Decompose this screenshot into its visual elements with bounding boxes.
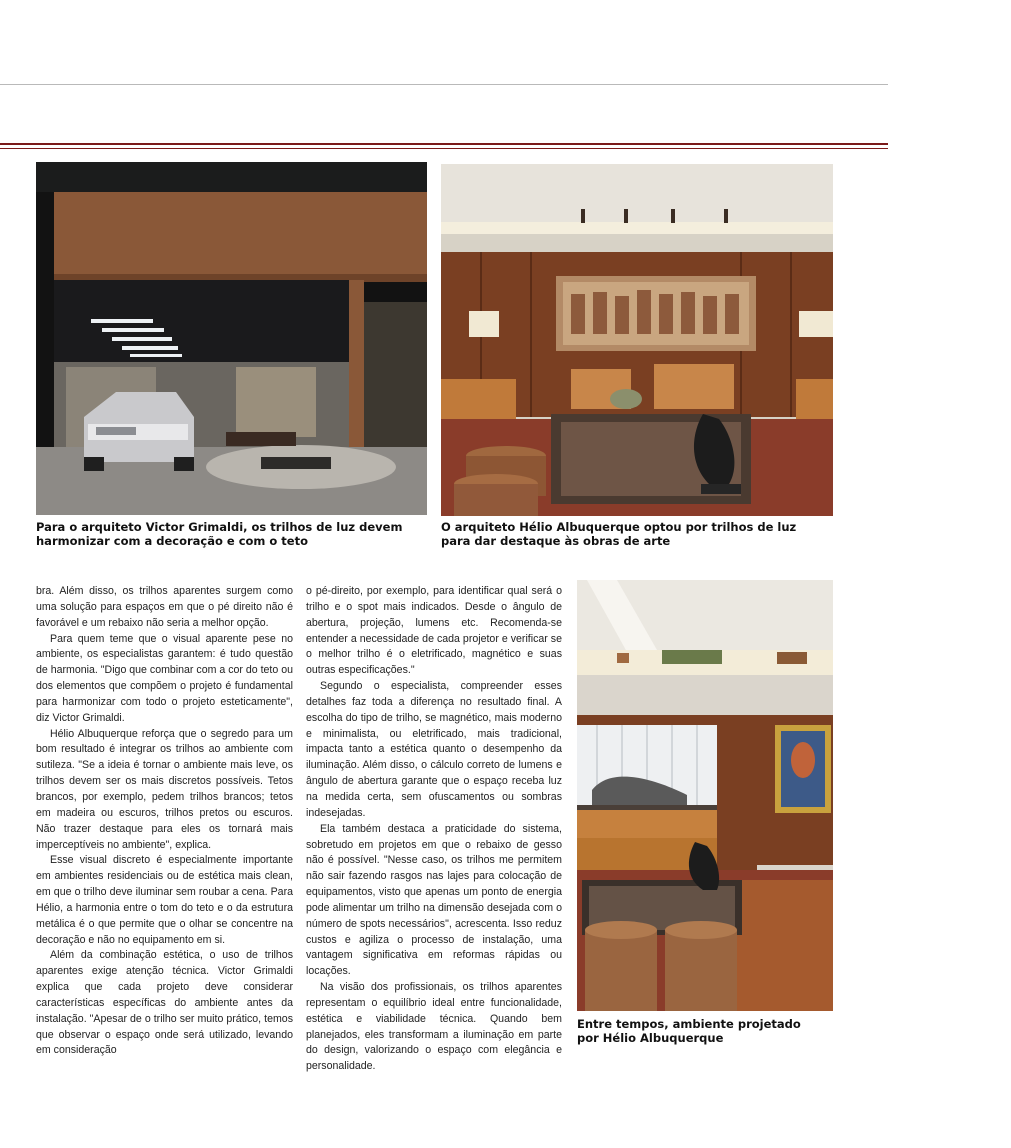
paragraph: Além da combinação estética, o uso de trilhos aparentes exige atenção técnica. Victor Grimaldi explica que cada projeto deve considerar características específicas do ambiente antes da instalação. "Apesar de o trilho ser muito prático, temos que observar o espaço onde será utilizado, levando em consideração — [36, 949, 293, 1057]
paragraph: Para quem teme que o visual aparente pese no ambiente, os especialistas garantem: é tudo questão de harmonia. "Digo que combinar com a cor do teto ou dos elementos que compõem o projeto é fundamental para harmonizar com todo o projeto esteticamente", diz Victor Grimaldi. — [36, 632, 293, 724]
article-column-1 — [36, 584, 293, 1059]
paragraph: Ela também destaca a praticidade do sistema, sobretudo em projetos em que o rebaixo de gesso não é possível. "Nesse caso, os trilhos me permitem não sair fazendo rasgos nas lajes para colocação de equipamentos, visto que apenas um ponto de energia pode alimentar um trilho na dimensão desejada com o número de spots necessários", acrescenta. Isso reduz custos e agiliza o processo de instalação, uma vantagem significativa em reformas rápidas ou locações. — [306, 822, 562, 978]
caption-photo-garage — [36, 520, 402, 548]
header-red-rule — [0, 143, 888, 145]
caption-line: harmonizar com a decoração e com o teto — [36, 534, 308, 548]
paragraph: bra. Além disso, os trilhos aparentes surgem como uma solução para espaços em que o pé direito não é favorável e um rebaixo não seria a melhor opção. — [36, 585, 293, 629]
photo-room-sofa — [577, 580, 833, 1011]
caption-line: para dar destaque às obras de arte — [441, 534, 671, 548]
paragraph: Segundo o especialista, compreender esses detalhes faz toda a diferença no resultado final. A escolha do tipo de trilho, se magnético, mais moderno e minimalista, ou eletrificado, mais tradicional, impacta tanto a estética quanto o desempenho da iluminação. Além disso, o cálculo correto de lumens e ângulo de abertura garante que o espaço receba luz na medida certa, sem ofuscamentos ou sombras indesejadas. — [306, 680, 562, 819]
caption-photo-living-room — [441, 520, 796, 548]
caption-line: Entre tempos, ambiente projetado — [577, 1017, 801, 1031]
header-red-rule-thin — [0, 148, 888, 149]
caption-line: Para o arquiteto Victor Grimaldi, os trilhos de luz devem — [36, 520, 403, 534]
paragraph: o pé-direito, por exemplo, para identificar qual será o trilho e o spot mais indicados. Desde o ângulo de abertura, projeção, lumens etc. Recomenda-se entender a necessidade de cada projetor e verificar se o melhor trilho é o eletrificado, magnético e suas outras especificações." — [306, 585, 562, 677]
caption-line: O arquiteto Hélio Albuquerque optou por trilhos de luz — [441, 520, 797, 534]
top-rule — [0, 84, 888, 85]
paragraph: Hélio Albuquerque reforça que o segredo para um bom resultado é integrar os trilhos ao ambiente com sutileza. "Se a ideia é tornar o ambiente mais leve, os trilhos devem ser os mais discretos possíveis. Tetos brancos, por exemplo, pedem trilhos brancos; tetos em madeira ou escuros, trilhos pretos ou escuros. Não trazer destaque para eles os tornará mais imperceptíveis no ambiente", explica. — [36, 727, 293, 851]
photo-living-room-art — [441, 164, 833, 516]
caption-photo-room-sofa — [577, 1017, 801, 1045]
paragraph: Esse visual discreto é especialmente importante em ambientes residenciais ou de estética mais clean, em que o trilho deve iluminar sem roubar a cena. Para Hélio, a harmonia entre o tom do teto e o da estrutura metálica é o que permite que o olhar se concentre na decoração e não no equipamento em si. — [36, 854, 293, 946]
caption-line: por Hélio Albuquerque — [577, 1031, 724, 1045]
photo-garage-car — [36, 162, 427, 515]
article-column-2 — [306, 584, 562, 1075]
paragraph: Na visão dos profissionais, os trilhos aparentes representam o equilíbrio ideal entre funcionalidade, estética e viabilidade técnica. Quando bem planejados, eles transformam a iluminação em parte do design, valorizando o espaço com elegância e personalidade. — [306, 981, 562, 1073]
